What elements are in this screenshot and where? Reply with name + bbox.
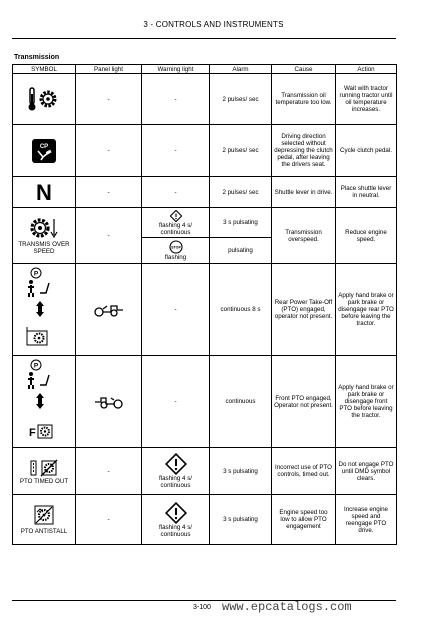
panel-light-cell: [76, 264, 142, 356]
alarm-cell: pulsating: [210, 238, 272, 264]
transmission-table: [12, 64, 397, 545]
panel-light-cell: -: [76, 448, 142, 495]
action-cell: Apply hand brake or park brake or disengage rear PTO before leaving the tractor.: [336, 264, 397, 356]
alarm-cell: continuous: [210, 356, 272, 448]
alarm-cell: 3 s pulsating: [210, 495, 272, 545]
warning-light-text: flashing 4 s/ continuous: [158, 523, 193, 538]
warning-light-text: flashing: [164, 254, 187, 261]
clutch-pedal-icon: [31, 138, 57, 164]
alarm-cell: 2 pulses/ sec: [210, 125, 272, 177]
front-letter: F: [29, 426, 36, 439]
stop-badge-text: STOP: [170, 245, 181, 250]
alarm-cell: 2 pulses/ sec: [210, 74, 272, 125]
cause-cell: Driving direction selected without depressing the clutch pedal, after leaving the drivers seat.: [272, 125, 336, 177]
panel-light-cell: -: [76, 177, 142, 208]
col-header-symbol: SYMBOL: [13, 65, 76, 74]
cause-cell: Rear Power Take-Off (PTO) engaged, operator not present.: [272, 264, 336, 356]
warning-diamond-icon: [165, 453, 187, 475]
alarm-cell: 3 s pulsating: [210, 448, 272, 495]
action-cell: Wait with tractor running tractor until oil temperature increases.: [336, 74, 397, 125]
page-header: 3 - CONTROLS AND INSTRUMENTS: [143, 20, 284, 29]
panel-light-cell: -: [76, 125, 142, 177]
symbol-cell: [13, 264, 76, 356]
transmission-overspeed-icon: [27, 217, 61, 241]
col-header-cause: Cause: [272, 65, 336, 74]
tractor-rear-pto-icon: [93, 303, 125, 317]
table-row: [13, 208, 397, 238]
action-cell: Cycle clutch pedal.: [336, 125, 397, 177]
cause-cell: Incorrect use of PTO controls, timed out.: [272, 448, 336, 495]
park-badge-text: P: [33, 361, 39, 369]
table-row: [13, 264, 397, 356]
alarm-cell: 3 s pulsating: [210, 208, 272, 238]
table-header-row: [13, 65, 397, 74]
warning-light-cell: -: [142, 264, 210, 356]
table-row: [13, 356, 397, 448]
front-pto-operator-icon: [24, 359, 64, 445]
symbol-cell: [13, 208, 76, 264]
action-cell: Apply hand brake or park brake or disengage front PTO before leaving the tractor.: [336, 356, 397, 448]
warning-light-cell: -: [142, 177, 210, 208]
warning-light-cell: -: [142, 74, 210, 125]
cause-cell: Transmission overspeed.: [272, 208, 336, 264]
neutral-n-icon: [34, 181, 54, 203]
symbol-label: TRANSMIS OVER SPEED: [18, 240, 70, 255]
cause-cell: Front PTO engaged, Operator not present.: [272, 356, 336, 448]
alarm-cell: continuous 8 s: [210, 264, 272, 356]
action-cell: Place shuttle lever in neutral.: [336, 177, 397, 208]
warning-light-text: flashing 4 s/ continuous: [158, 221, 193, 236]
neutral-letter: N: [36, 181, 52, 203]
section-title: Transmission: [14, 54, 60, 61]
cp-badge-text: CP: [39, 143, 49, 150]
pto-antistall-icon: [31, 504, 57, 528]
table-row: [13, 74, 397, 125]
warning-light-cell: [142, 495, 210, 545]
col-header-warning-light: Warning light: [142, 65, 210, 74]
action-cell: Increase engine speed and reengage PTO drive.: [336, 495, 397, 545]
symbol-cell: [13, 74, 76, 125]
alarm-cell: 2 pulses/ sec: [210, 177, 272, 208]
table-row: [13, 495, 397, 545]
col-header-panel-light: Panel light: [76, 65, 142, 74]
symbol-label: PTO ANTISTALL: [20, 528, 68, 535]
symbol-cell: [13, 356, 76, 448]
tractor-front-pto-icon: [93, 395, 125, 409]
warning-light-cell: -: [142, 356, 210, 448]
symbol-cell: [13, 448, 76, 495]
rear-pto-operator-icon: [24, 267, 64, 353]
table-row: [13, 177, 397, 208]
warning-light-text: flashing 4 s/ continuous: [158, 475, 193, 489]
cause-cell: Shuttle lever in drive.: [272, 177, 336, 208]
warning-light-cell: -: [142, 125, 210, 177]
table-row: [13, 125, 397, 177]
panel-light-cell: -: [76, 208, 142, 264]
cause-cell: Transmission oil temperature too low.: [272, 74, 336, 125]
cause-cell: Engine speed too low to allow PTO engagement: [272, 495, 336, 545]
symbol-cell: [13, 125, 76, 177]
symbol-cell: [13, 177, 76, 208]
warning-diamond-icon: [165, 502, 187, 524]
action-cell: Do not engage PTO until DMD symbol clears.: [336, 448, 397, 495]
col-header-alarm: Alarm: [210, 65, 272, 74]
col-header-action: Action: [336, 65, 397, 74]
watermark-text: www.epcatalogs.com: [222, 600, 352, 614]
warning-light-cell: [142, 208, 210, 238]
warning-light-cell: [142, 448, 210, 495]
panel-light-cell: -: [76, 495, 142, 545]
pto-timed-out-icon: [29, 458, 59, 478]
panel-light-cell: -: [76, 74, 142, 125]
symbol-label: PTO TIMED OUT: [19, 477, 69, 485]
warning-light-cell: [142, 238, 210, 264]
symbol-cell: [13, 495, 76, 545]
page-number: 3-100: [193, 604, 211, 611]
transmission-temperature-icon: [27, 84, 61, 114]
action-cell: Reduce engine speed.: [336, 208, 397, 264]
park-badge-text: P: [33, 269, 39, 277]
header-rule: [12, 38, 396, 39]
warning-diamond-icon: [170, 210, 182, 222]
stop-icon: [169, 240, 183, 254]
table-row: [13, 448, 397, 495]
panel-light-cell: [76, 356, 142, 448]
